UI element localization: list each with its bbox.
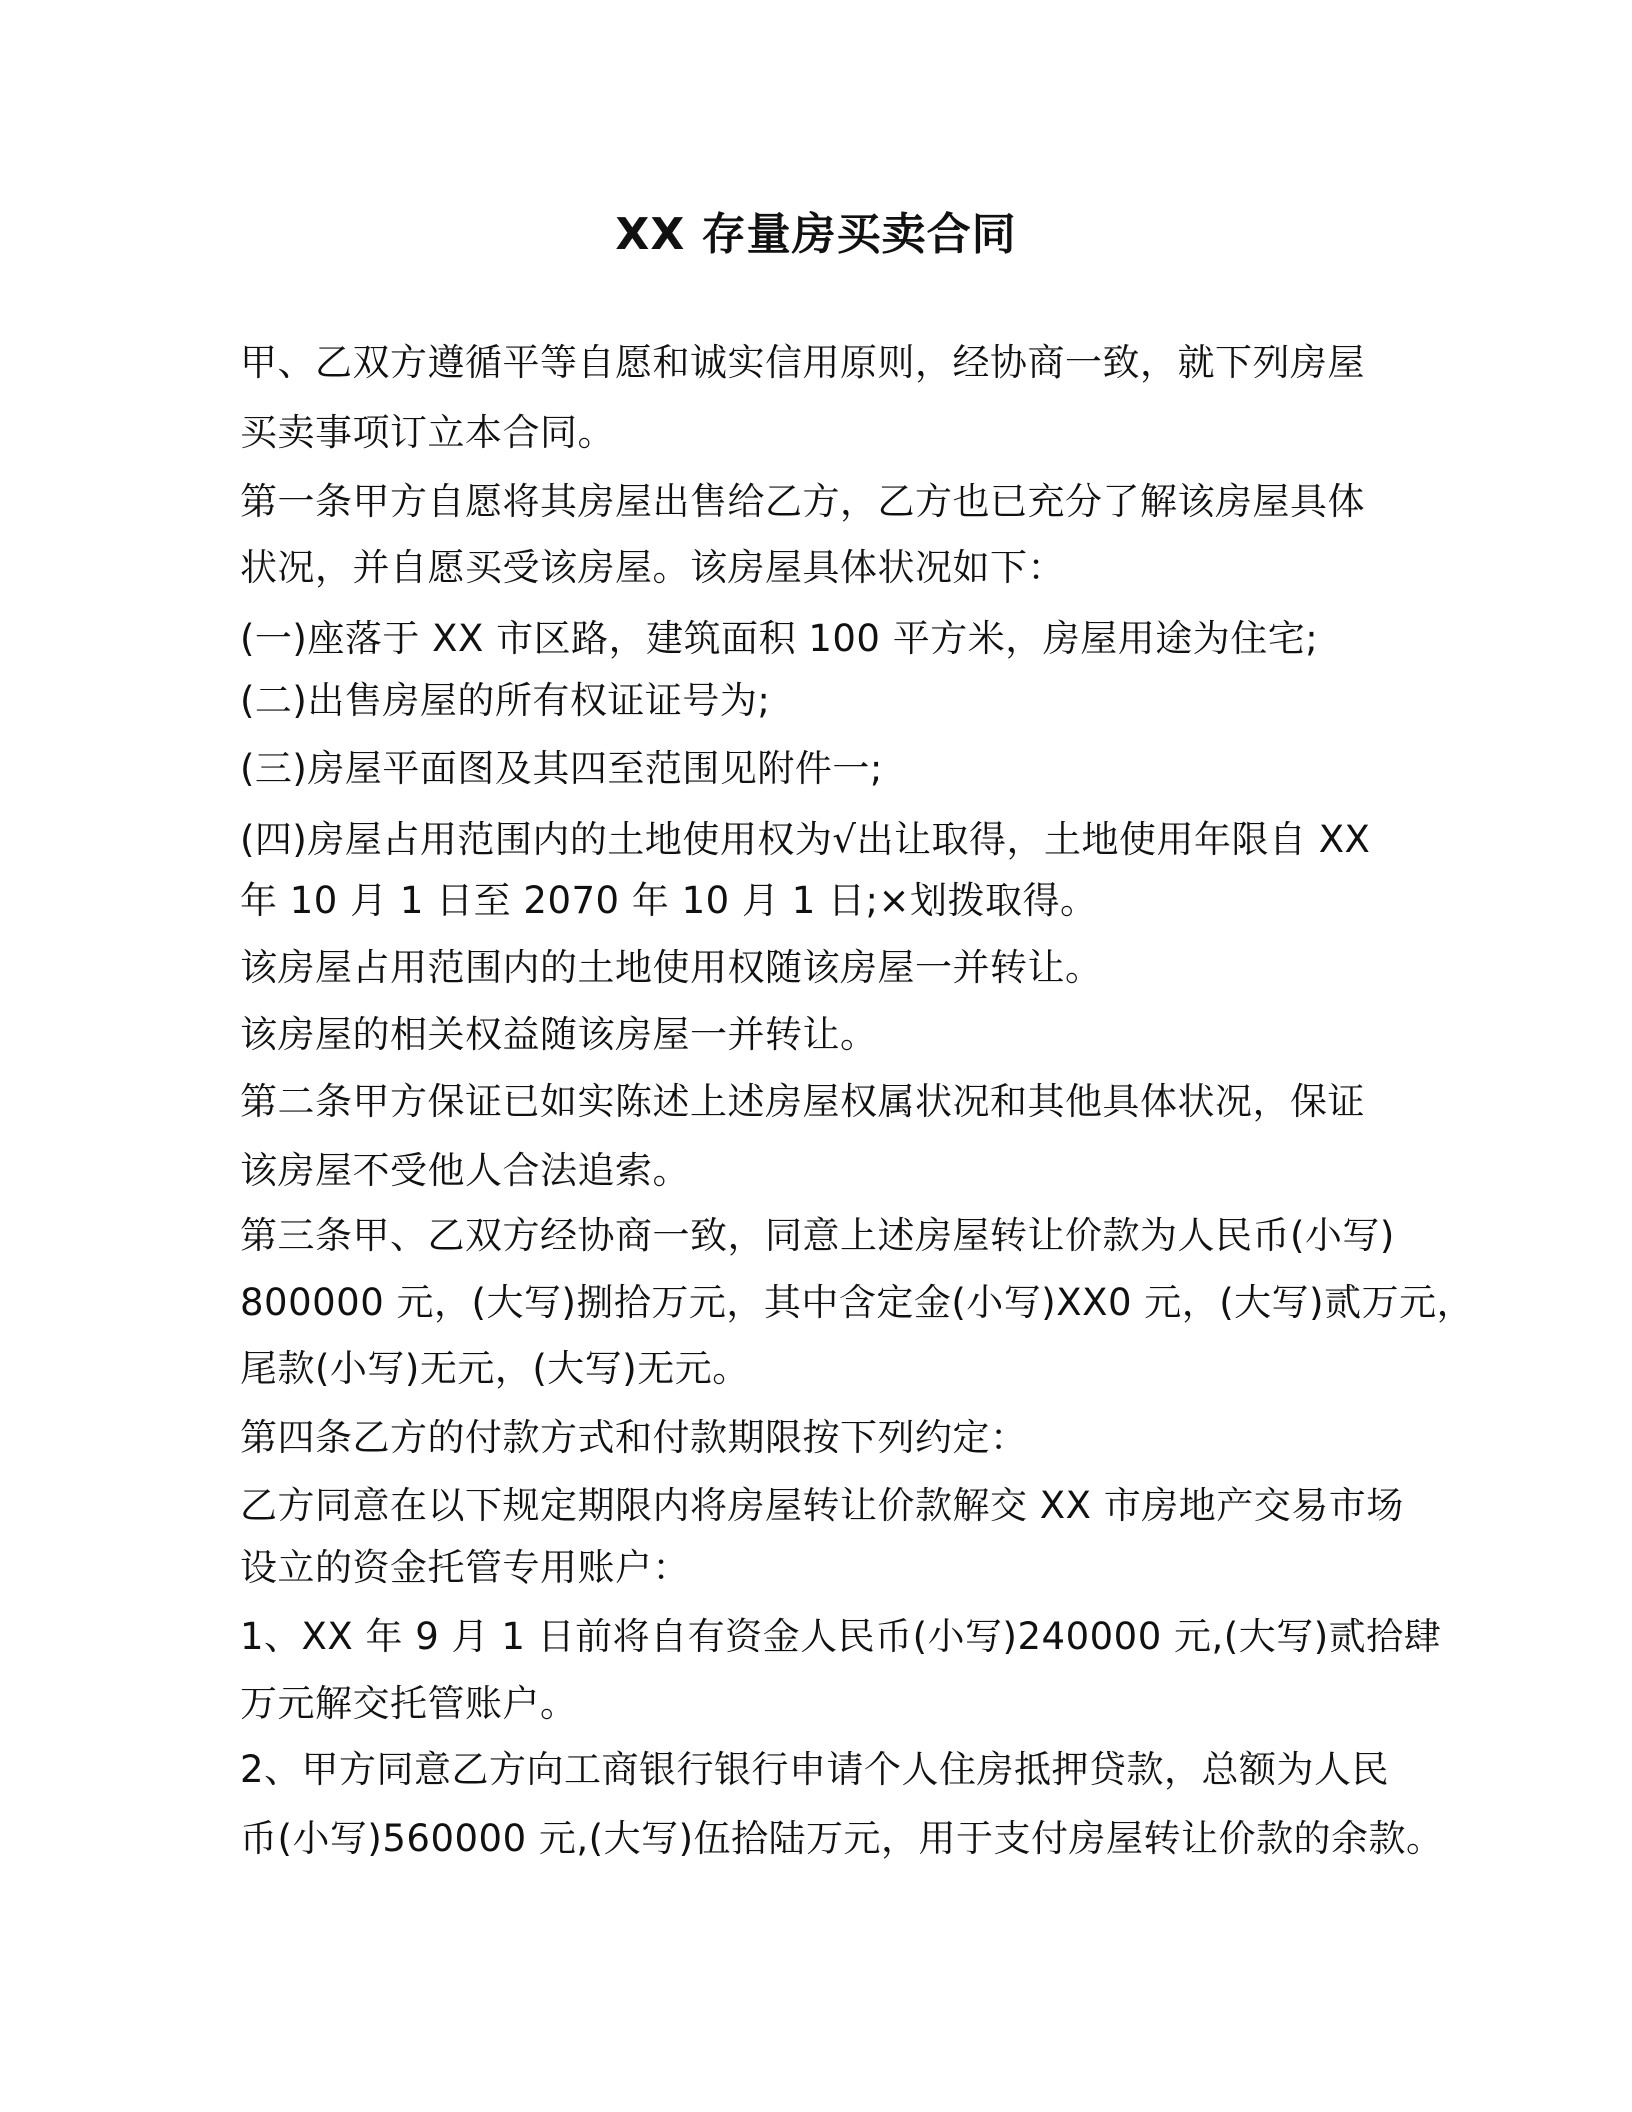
paragraph-line: 第三条甲、乙双方经协商一致，同意上述房屋转让价款为人民币(小写) (240, 1214, 1395, 1257)
paragraph-line: 乙方同意在以下规定期限内将房屋转让价款解交 XX 市房地产交易市场 (240, 1484, 1404, 1527)
paragraph-line: 万元解交托管账户。 (240, 1682, 578, 1725)
paragraph-line: (三)房屋平面图及其四至范围见附件一; (240, 747, 883, 790)
paragraph-line: 甲、乙双方遵循平等自愿和诚实信用原则，经协商一致，就下列房屋 (240, 341, 1365, 384)
paragraph-line: 该房屋占用范围内的土地使用权随该房屋一并转让。 (240, 946, 1103, 989)
paragraph-line: 买卖事项订立本合同。 (240, 411, 615, 454)
paragraph-line: 该房屋的相关权益随该房屋一并转让。 (240, 1013, 878, 1056)
paragraph-line: 第二条甲方保证已如实陈述上述房屋权属状况和其他具体状况，保证 (240, 1080, 1365, 1123)
paragraph-line: 币(小写)560000 元,(大写)伍拾陆万元，用于支付房屋转让价款的余款。 (240, 1817, 1444, 1860)
paragraph-line: 第一条甲方自愿将其房屋出售给乙方，乙方也已充分了解该房屋具体 (240, 480, 1365, 523)
paragraph-line: 1、XX 年 9 月 1 日前将自有资金人民币(小写)240000 元,(大写)贰拾肆 (240, 1615, 1442, 1658)
paragraph-line: 800000 元，(大写)捌拾万元，其中含定金(小写)XX0 元，(大写)贰万元， (240, 1281, 1475, 1324)
paragraph-line: (一)座落于 XX 市区路，建筑面积 100 平方米，房屋用途为住宅; (240, 617, 1319, 660)
paragraph-line: (四)房屋占用范围内的土地使用权为√出让取得，土地使用年限自 XX (240, 818, 1371, 861)
paragraph-line: 设立的资金托管专用账户： (240, 1546, 690, 1589)
paragraph-line: (二)出售房屋的所有权证证号为; (240, 679, 771, 722)
document-title: XX 存量房买卖合同 (615, 209, 1017, 260)
paragraph-line: 状况，并自愿买受该房屋。该房屋具体状况如下： (240, 546, 1065, 589)
paragraph-line: 第四条乙方的付款方式和付款期限按下列约定： (240, 1416, 1028, 1459)
paragraph-line: 2、甲方同意乙方向工商银行银行申请个人住房抵押贷款，总额为人民 (240, 1748, 1390, 1791)
paragraph-line: 年 10 月 1 日至 2070 年 10 月 1 日;×划拨取得。 (240, 879, 1098, 922)
paragraph-line: 尾款(小写)无元，(大写)无元。 (240, 1347, 750, 1390)
paragraph-line: 该房屋不受他人合法追索。 (240, 1149, 690, 1192)
